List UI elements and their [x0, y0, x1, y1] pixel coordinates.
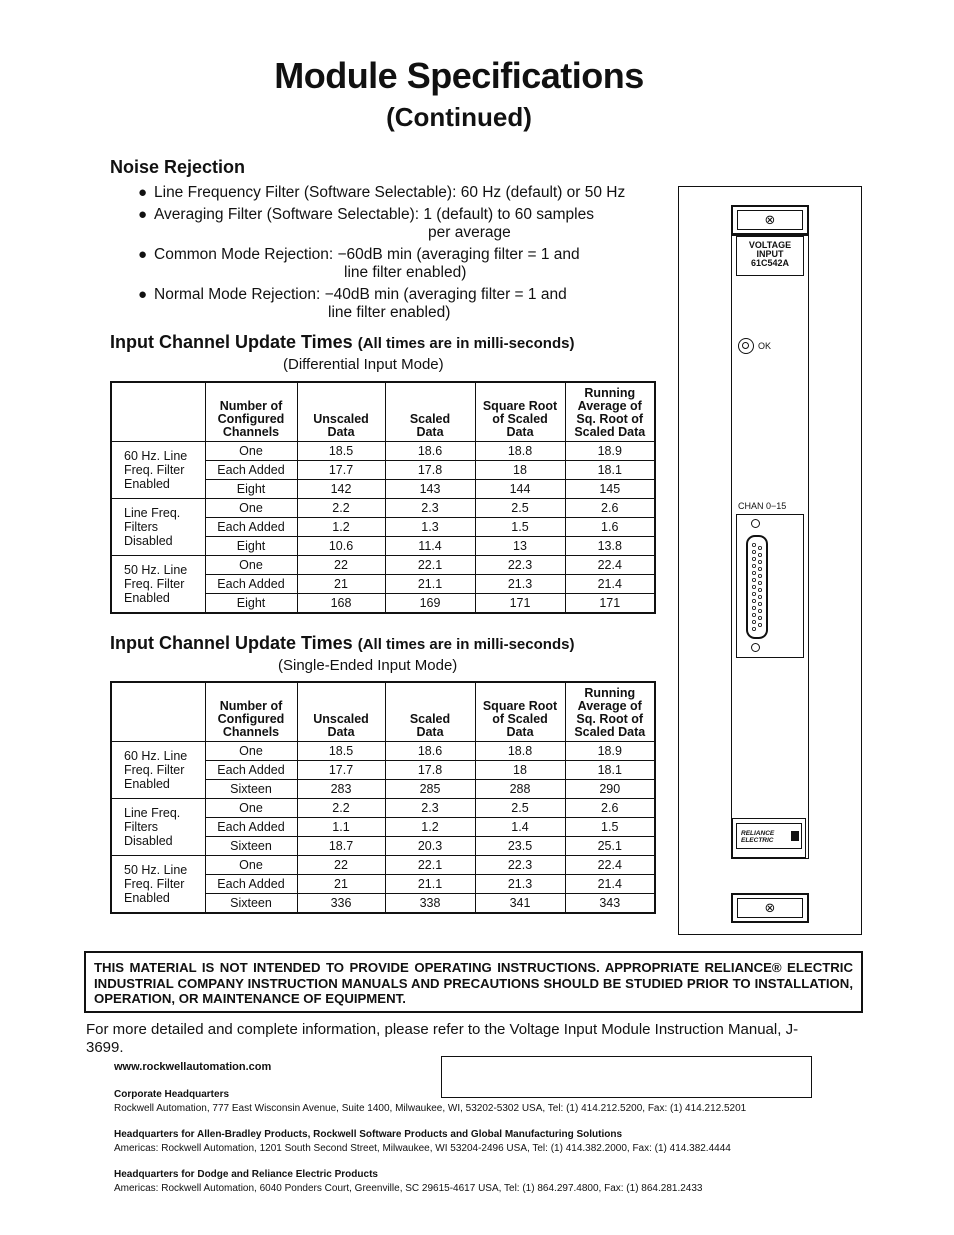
table-cell: 169 — [385, 594, 475, 614]
bullet-text: Common Mode Rejection: −60dB min (averaging filter = 1 and — [154, 246, 580, 263]
table-cell: Each Added — [205, 818, 297, 837]
column-header — [475, 682, 565, 742]
table-cell: 13 — [475, 537, 565, 556]
table-cell: 17.7 — [297, 461, 385, 480]
row-group-label — [111, 856, 205, 914]
table-row — [111, 742, 655, 761]
table-cell: Each Added — [205, 461, 297, 480]
table-cell: 283 — [297, 780, 385, 799]
column-header — [205, 682, 297, 742]
table-cell: 18.1 — [565, 461, 655, 480]
column-header-line: of Scaled — [492, 412, 548, 426]
table-cell: 145 — [565, 480, 655, 499]
table-cell: One — [205, 799, 297, 818]
column-header-line: Number of — [219, 399, 283, 413]
row-group-label-line: 60 Hz. Line — [124, 749, 188, 763]
row-group-label-line: Disabled — [124, 834, 173, 848]
list-item — [138, 286, 678, 322]
table-cell: 1.4 — [475, 818, 565, 837]
column-header-line: Scaled — [409, 412, 451, 426]
noise-rejection-heading: Noise Rejection — [110, 157, 246, 177]
table-row — [111, 442, 655, 461]
table-cell: 21.4 — [565, 575, 655, 594]
column-header-line: Unscaled — [313, 712, 369, 726]
table-cell: Eight — [205, 594, 297, 614]
bullet-icon: ● — [138, 246, 148, 263]
table-cell: 25.1 — [565, 837, 655, 856]
brand-line: RELIANCE — [741, 830, 775, 837]
column-header-line: Sq. Root of — [576, 712, 644, 726]
column-header-line: Running — [584, 386, 636, 400]
column-header-line: Average of — [577, 399, 642, 413]
table-cell: 18.8 — [475, 442, 565, 461]
row-group-label — [111, 742, 205, 799]
table-cell: Sixteen — [205, 894, 297, 914]
table-cell: One — [205, 442, 297, 461]
column-header — [565, 382, 655, 442]
table-cell: Sixteen — [205, 837, 297, 856]
channel-label: CHAN 0−15 — [738, 501, 787, 511]
bullet-text: Normal Mode Rejection: −40dB min (averaging filter = 1 and — [154, 286, 567, 303]
table-cell: 22.1 — [385, 856, 475, 875]
table-cell: 22.1 — [385, 556, 475, 575]
table-cell: 20.3 — [385, 837, 475, 856]
table-cell: 23.5 — [475, 837, 565, 856]
table-cell: 17.8 — [385, 761, 475, 780]
more-info-text: For more detailed and complete information, please refer to the Voltage Input Module Instruction Manual, J-3699. — [86, 1021, 799, 1056]
ok-label: OK — [758, 341, 772, 351]
section-heading-text: Input Channel Update Times — [110, 633, 353, 653]
table-cell: 338 — [385, 894, 475, 914]
top-handle — [731, 205, 809, 235]
table-cell: 171 — [475, 594, 565, 614]
table-cell: 18 — [475, 761, 565, 780]
table-cell: One — [205, 499, 297, 518]
table-cell: 13.8 — [565, 537, 655, 556]
table-cell: 18.6 — [385, 742, 475, 761]
row-group-label-line: 50 Hz. Line — [124, 563, 188, 577]
row-group-label-line: Enabled — [124, 477, 170, 491]
column-header-line: Number of — [219, 699, 283, 713]
row-group-label-line: Freq. Filter — [124, 877, 185, 891]
column-header-line: Square Root — [482, 699, 558, 713]
table-cell: 2.5 — [475, 799, 565, 818]
row-group-label-line: 60 Hz. Line — [124, 449, 188, 463]
table-cell: 1.2 — [297, 518, 385, 537]
row-group-label-line: Freq. Filter — [124, 577, 185, 591]
column-header — [385, 382, 475, 442]
column-header-line: Configured — [217, 412, 285, 426]
screw-icon: ⊗ — [764, 212, 776, 227]
column-header-line: Data — [416, 425, 444, 439]
ok-led-inner — [742, 342, 749, 349]
table-cell: Each Added — [205, 575, 297, 594]
table-cell: 343 — [565, 894, 655, 914]
column-header-line: Data — [506, 425, 534, 439]
table-cell: Each Added — [205, 875, 297, 894]
single-ended-mode-label: (Single-Ended Input Mode) — [278, 657, 458, 674]
warning-notice: THIS MATERIAL IS NOT INTENDED TO PROVIDE OPERATING INSTRUCTIONS. APPROPRIATE RELIANCE® ELECTRIC INDUSTRIAL COMPANY INSTRUCTION MANUALS AND PRECAUTIONS SHOULD BE STUDIED PRIOR TO INSTALLATION, OPERATION, OR MAINTENANCE OF EQUIPMENT. — [84, 951, 863, 1013]
column-header-line: of Scaled — [492, 712, 548, 726]
brand-line: ELECTRIC — [741, 837, 774, 844]
table-row — [111, 556, 655, 575]
table-cell: 18.5 — [297, 442, 385, 461]
row-group-label-line: Filters — [124, 820, 159, 834]
hq-address: Americas: Rockwell Automation, 6040 Ponders Court, Greenville, SC 29615-4617 USA, Tel: (1) 864.297.4800, Fax: (1) 864.281.2433 — [114, 1183, 703, 1194]
row-group-label-line: Line Freq. — [124, 806, 181, 820]
module-faceplate-illustration — [678, 186, 862, 935]
table-cell: 11.4 — [385, 537, 475, 556]
website-link[interactable]: www.rockwellautomation.com — [114, 1061, 272, 1073]
connector-screw-icon — [751, 519, 760, 528]
section-heading-note: (All times are in milli-seconds) — [357, 636, 575, 653]
connector-panel — [736, 514, 804, 658]
table-cell: 10.6 — [297, 537, 385, 556]
table-cell: 22.3 — [475, 856, 565, 875]
table-cell: 21.3 — [475, 875, 565, 894]
brand-panel — [732, 818, 806, 858]
faceplate-panel — [731, 235, 809, 859]
hq-address: Rockwell Automation, 777 East Wisconsin Avenue, Suite 1400, Milwaukee, WI, 53202-5302 USA, Tel: (1) 414.212.5200, Fax: (1) 414.212.5201 — [114, 1103, 747, 1114]
row-group-label-line: Line Freq. — [124, 506, 181, 520]
table-cell: One — [205, 742, 297, 761]
table-cell: 21 — [297, 875, 385, 894]
table-cell: 2.6 — [565, 799, 655, 818]
bullet-icon: ● — [138, 184, 148, 201]
hq-title: Headquarters for Allen-Bradley Products, Rockwell Software Products and Global Manufacturing Solutions — [114, 1129, 623, 1140]
row-group-label-line: Filters — [124, 520, 159, 534]
row-group-label-line: Enabled — [124, 777, 170, 791]
table-cell: 22 — [297, 556, 385, 575]
table-cell: 341 — [475, 894, 565, 914]
noise-rejection-list — [138, 184, 678, 326]
connector-screw-icon — [751, 643, 760, 652]
row-group-label — [111, 442, 205, 499]
bullet-text-continued: line filter enabled) — [344, 264, 467, 281]
row-group-label-line: Freq. Filter — [124, 763, 185, 777]
table-cell: 285 — [385, 780, 475, 799]
table-cell: 2.5 — [475, 499, 565, 518]
table-cell: 17.8 — [385, 461, 475, 480]
single-ended-update-times-table — [110, 681, 656, 914]
column-header-line: Scaled — [409, 712, 451, 726]
bullet-text-continued: line filter enabled) — [328, 304, 451, 321]
module-label-box — [736, 236, 804, 276]
column-header-line: Average of — [577, 699, 642, 713]
connector-pins-icon — [748, 537, 766, 637]
differential-update-times-table — [110, 381, 656, 614]
hq-title: Corporate Headquarters — [114, 1089, 230, 1100]
column-header-line: Sq. Root of — [576, 412, 644, 426]
table-cell: 2.2 — [297, 799, 385, 818]
list-item — [138, 206, 678, 242]
table-cell: 21.1 — [385, 875, 475, 894]
table-cell: 2.3 — [385, 799, 475, 818]
column-header-line: Data — [327, 425, 355, 439]
row-group-label-line: Disabled — [124, 534, 173, 548]
table-header-row — [111, 682, 655, 742]
table-cell: 171 — [565, 594, 655, 614]
table-cell: 1.5 — [475, 518, 565, 537]
table-cell: 18.9 — [565, 442, 655, 461]
page-title: Module Specifications — [274, 55, 644, 96]
table-cell: 288 — [475, 780, 565, 799]
section-heading-text: Input Channel Update Times — [110, 332, 353, 352]
row-group-label-line: Freq. Filter — [124, 463, 185, 477]
table-cell: 18.5 — [297, 742, 385, 761]
column-header — [297, 382, 385, 442]
bullet-text: Averaging Filter (Software Selectable): 1 (default) to 60 samples — [154, 206, 594, 223]
table-cell: 18 — [475, 461, 565, 480]
column-header-line: Data — [416, 725, 444, 739]
row-group-label-line: Enabled — [124, 891, 170, 905]
hq-address: Americas: Rockwell Automation, 1201 South Second Street, Milwaukee, WI 53204-2496 USA, Tel: (1) 414.382.2000, Fax: (1) 414.382.4444 — [114, 1143, 731, 1154]
table-row — [111, 856, 655, 875]
table-cell: 18.6 — [385, 442, 475, 461]
column-header-line: Channels — [222, 425, 280, 439]
db25-connector-icon — [746, 535, 768, 639]
table-cell: 18.9 — [565, 742, 655, 761]
hq-title: Headquarters for Dodge and Reliance Electric Products — [114, 1169, 378, 1180]
table-cell: 21.3 — [475, 575, 565, 594]
single-ended-heading — [110, 632, 574, 656]
column-header-line: Channels — [222, 725, 280, 739]
table-header-row — [111, 382, 655, 442]
table-cell: 17.7 — [297, 761, 385, 780]
row-group-label-line: Enabled — [124, 591, 170, 605]
table-cell: 21.1 — [385, 575, 475, 594]
screw-icon: ⊗ — [764, 900, 776, 915]
differential-heading — [110, 331, 574, 355]
table-cell: 22 — [297, 856, 385, 875]
table-cell: 21 — [297, 575, 385, 594]
table-cell: 22.4 — [565, 556, 655, 575]
bullet-icon: ● — [138, 206, 148, 223]
table-cell: 1.5 — [565, 818, 655, 837]
bottom-handle — [731, 893, 809, 923]
table-cell: 2.6 — [565, 499, 655, 518]
table-corner-cell — [111, 382, 205, 442]
brand-logo — [736, 823, 802, 849]
table-cell: 2.2 — [297, 499, 385, 518]
column-header-line: Scaled Data — [574, 425, 646, 439]
table-row — [111, 499, 655, 518]
brand-mark-icon — [791, 831, 799, 841]
page-subtitle: (Continued) — [386, 102, 532, 132]
table-cell: Sixteen — [205, 780, 297, 799]
module-label-line: 61C542A — [750, 258, 790, 268]
column-header — [385, 682, 475, 742]
module-label-line: VOLTAGE — [748, 240, 792, 250]
table-cell: 22.3 — [475, 556, 565, 575]
column-header-line: Running — [584, 686, 636, 700]
table-cell: Eight — [205, 537, 297, 556]
table-cell: Each Added — [205, 761, 297, 780]
column-header — [297, 682, 385, 742]
row-group-label — [111, 799, 205, 856]
bullet-text-continued: per average — [428, 224, 511, 241]
table-cell: 2.3 — [385, 499, 475, 518]
differential-mode-label: (Differential Input Mode) — [283, 356, 444, 373]
table-cell: 1.6 — [565, 518, 655, 537]
blank-box — [441, 1056, 812, 1098]
column-header-line: Unscaled — [313, 412, 369, 426]
column-header-line: Data — [327, 725, 355, 739]
bullet-icon: ● — [138, 286, 148, 303]
table-row — [111, 799, 655, 818]
table-cell: 168 — [297, 594, 385, 614]
table-cell: 21.4 — [565, 875, 655, 894]
table-cell: 1.3 — [385, 518, 475, 537]
table-cell: Each Added — [205, 518, 297, 537]
table-cell: Eight — [205, 480, 297, 499]
table-cell: 290 — [565, 780, 655, 799]
column-header — [205, 382, 297, 442]
ok-led-icon — [738, 338, 754, 354]
section-heading-note: (All times are in milli-seconds) — [357, 335, 575, 352]
table-cell: One — [205, 856, 297, 875]
column-header-line: Scaled Data — [574, 725, 646, 739]
table-cell: 142 — [297, 480, 385, 499]
row-group-label-line: 50 Hz. Line — [124, 863, 188, 877]
column-header — [565, 682, 655, 742]
table-cell: 18.1 — [565, 761, 655, 780]
table-corner-cell — [111, 682, 205, 742]
column-header-line: Configured — [217, 712, 285, 726]
table-cell: 336 — [297, 894, 385, 914]
row-group-label — [111, 499, 205, 556]
list-item — [138, 184, 678, 202]
column-header — [475, 382, 565, 442]
table-cell: 22.4 — [565, 856, 655, 875]
column-header-line: Data — [506, 725, 534, 739]
table-cell: 143 — [385, 480, 475, 499]
table-cell: 1.2 — [385, 818, 475, 837]
table-cell: 1.1 — [297, 818, 385, 837]
table-cell: 18.8 — [475, 742, 565, 761]
bullet-text: Line Frequency Filter (Software Selectable): 60 Hz (default) or 50 Hz — [154, 184, 626, 201]
table-cell: One — [205, 556, 297, 575]
row-group-label — [111, 556, 205, 614]
table-cell: 18.7 — [297, 837, 385, 856]
list-item — [138, 246, 678, 282]
module-label-line: INPUT — [756, 249, 784, 259]
column-header-line: Square Root — [482, 399, 558, 413]
table-cell: 144 — [475, 480, 565, 499]
